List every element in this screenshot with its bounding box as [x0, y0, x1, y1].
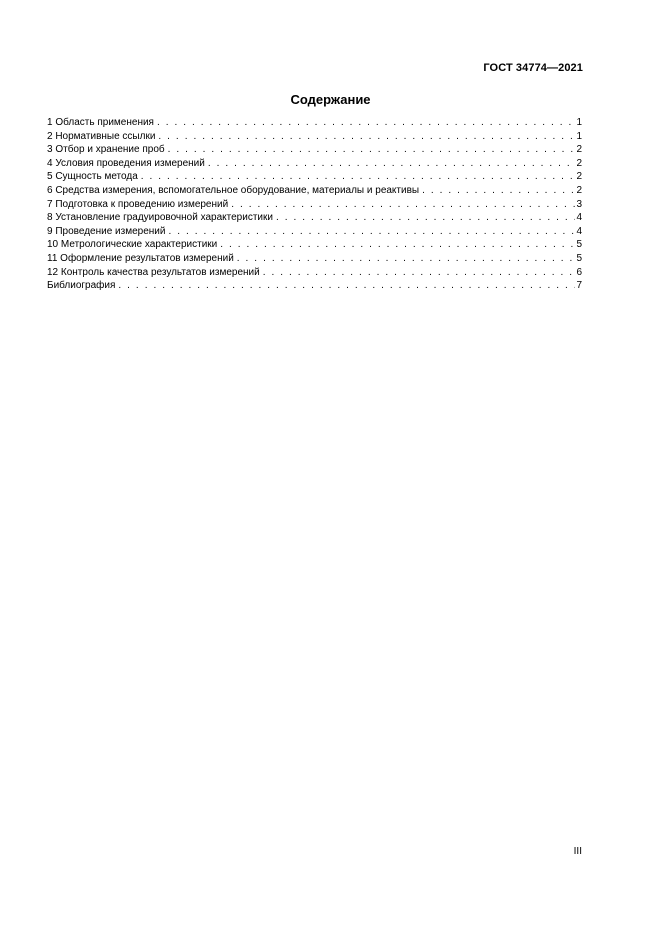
toc-leader-dots	[422, 184, 575, 198]
toc-entry-page: 1	[576, 130, 582, 142]
toc-entry-label: 5 Сущность метода	[47, 171, 138, 183]
toc-list	[47, 116, 582, 293]
toc-entry-label: 10 Метрологические характеристики	[47, 239, 218, 251]
toc-entry[interactable]	[47, 225, 582, 239]
toc-entry-page: 2	[576, 184, 582, 196]
toc-leader-dots	[141, 170, 576, 184]
toc-entry-label: 12 Контроль качества результатов измерений	[47, 266, 260, 278]
toc-entry[interactable]	[47, 184, 582, 198]
toc-entry-label: 2 Нормативные ссылки	[47, 130, 156, 142]
toc-entry-label: Библиография	[47, 280, 116, 292]
toc-entry[interactable]	[47, 198, 582, 212]
toc-entry-label: 7 Подготовка к проведению измерений	[47, 198, 229, 210]
document-code: ГОСТ 34774—2021	[483, 62, 583, 74]
toc-entry-page: 2	[576, 171, 582, 183]
toc-entry[interactable]	[47, 157, 582, 171]
toc-leader-dots	[263, 266, 576, 280]
toc-entry[interactable]	[47, 238, 582, 252]
toc-entry-label: 1 Область применения	[47, 117, 154, 128]
toc-entry-page: 7	[576, 280, 582, 292]
toc-leader-dots	[220, 238, 575, 252]
toc-entry[interactable]	[47, 211, 582, 225]
toc-entry-page: 4	[576, 212, 582, 224]
toc-entry[interactable]	[47, 252, 582, 266]
toc-entry-page: 5	[576, 252, 582, 264]
toc-entry-label: 3 Отбор и хранение проб	[47, 144, 165, 156]
toc-entry[interactable]	[47, 170, 582, 184]
toc-entry[interactable]	[47, 266, 582, 280]
toc-leader-dots	[168, 225, 575, 239]
toc-entry-page: 2	[576, 144, 582, 156]
page-number: III	[573, 846, 582, 857]
toc-entry[interactable]	[47, 143, 582, 157]
toc-entry-page: 3	[576, 198, 582, 210]
toc-entry-label: 11 Оформление результатов измерений	[47, 252, 234, 264]
toc-entry-page: 4	[576, 225, 582, 237]
toc-entry-label: 6 Средства измерения, вспомогательное оборудование, материалы и реактивы	[47, 184, 420, 196]
toc-leader-dots	[158, 130, 575, 144]
toc-leader-dots	[168, 143, 576, 157]
toc-leader-dots	[276, 211, 575, 225]
toc-leader-dots	[118, 279, 575, 293]
toc-entry-page: 1	[576, 117, 582, 128]
toc-leader-dots	[157, 116, 575, 130]
toc-entry-label: 8 Установление градуировочной характеристики	[47, 212, 273, 224]
toc-entry-page: 5	[576, 239, 582, 251]
toc-entry[interactable]	[47, 130, 582, 144]
toc-title: Содержание	[290, 92, 371, 107]
toc-entry[interactable]	[47, 116, 582, 130]
toc-leader-dots	[208, 157, 576, 171]
toc-leader-dots	[231, 198, 575, 212]
toc-entry-page: 2	[576, 157, 582, 169]
toc-entry-label: 4 Условия проведения измерений	[47, 157, 205, 169]
toc-entry-page: 6	[576, 266, 582, 278]
toc-entry-label: 9 Проведение измерений	[47, 225, 166, 237]
toc-leader-dots	[237, 252, 576, 266]
toc-entry[interactable]	[47, 279, 582, 293]
